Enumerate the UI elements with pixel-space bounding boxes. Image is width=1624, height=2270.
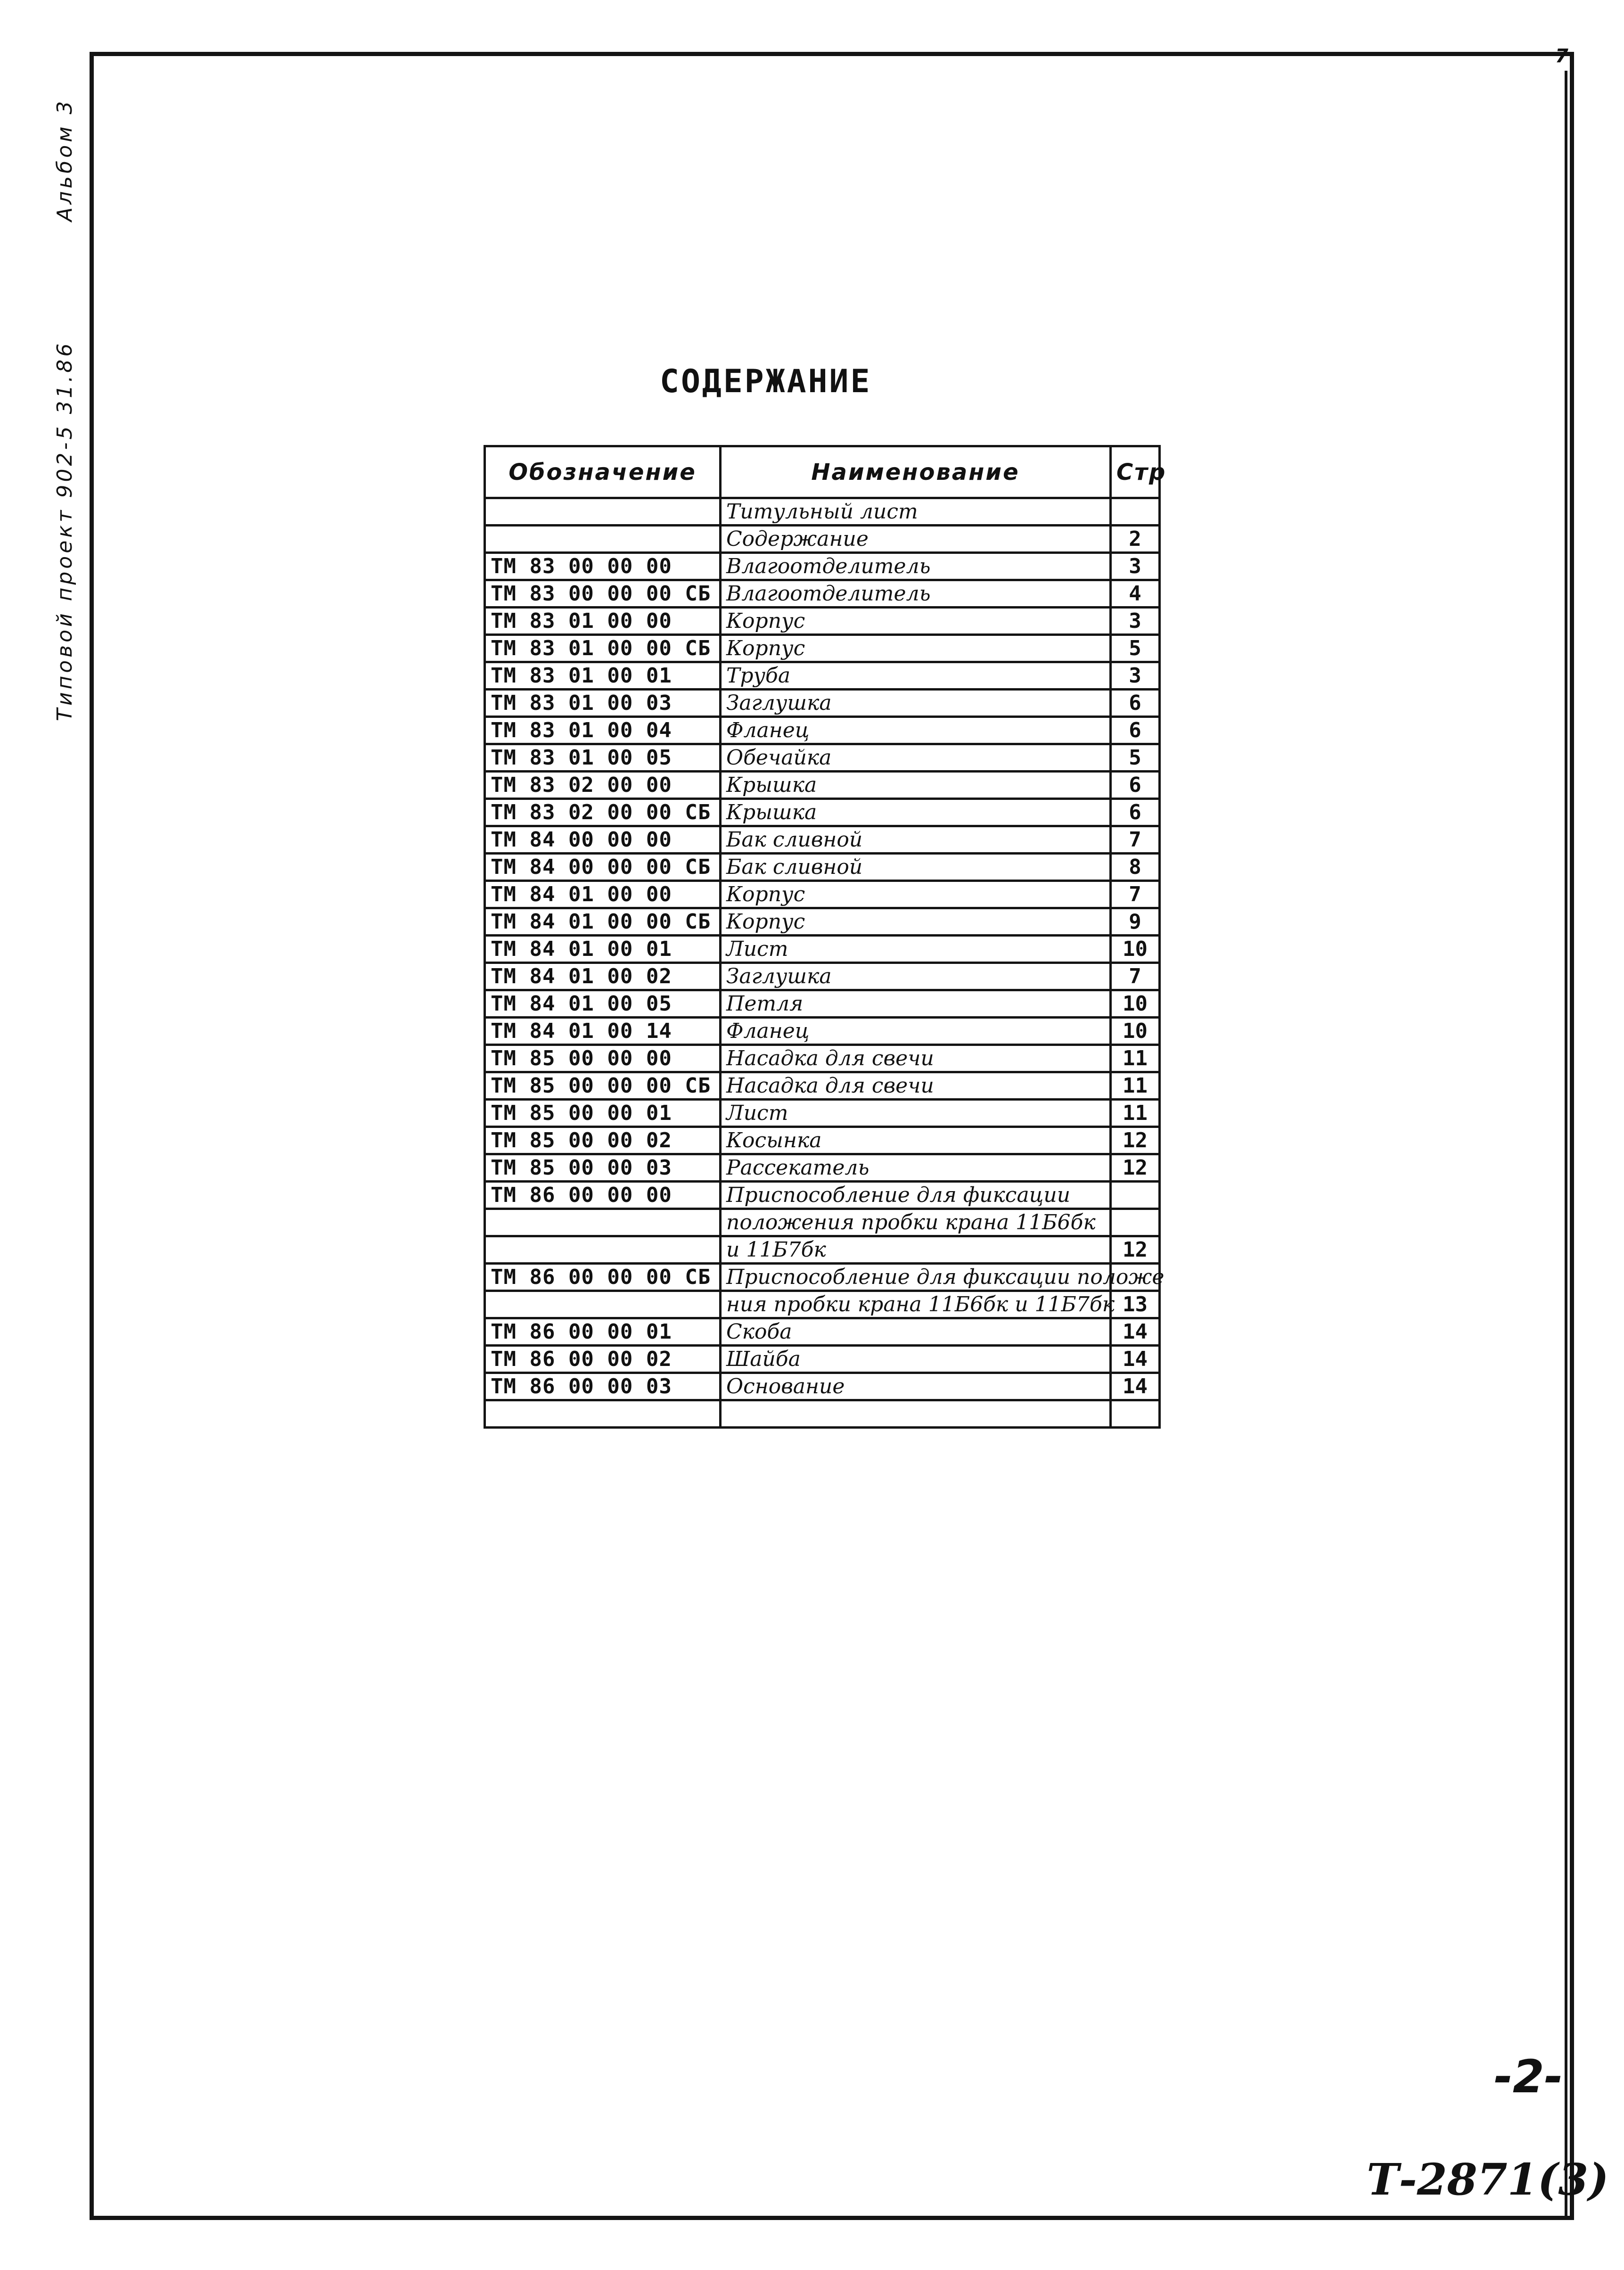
row-name: Заглушка: [721, 690, 1111, 717]
row-page: 10: [1111, 936, 1160, 963]
row-designation: ТМ 83 00 00 00: [485, 553, 721, 580]
row-page: 3: [1111, 662, 1160, 690]
row-name: и 11Б7бк: [721, 1236, 1111, 1264]
table-row: [485, 580, 1160, 608]
row-designation: ТМ 84 00 00 00: [485, 826, 721, 854]
drawing-frame-right-line: [1565, 71, 1567, 2220]
table-row: [485, 1072, 1160, 1100]
row-designation: ТМ 86 00 00 01: [485, 1318, 721, 1346]
row-name: Насадка для свечи: [721, 1045, 1111, 1072]
row-designation: ТМ 85 00 00 00: [485, 1045, 721, 1072]
table-row: [485, 1100, 1160, 1127]
table-header-row: [485, 446, 1160, 498]
table-row: [485, 1400, 1160, 1428]
row-designation: ТМ 84 01 00 14: [485, 1018, 721, 1045]
contents-table: [484, 445, 1167, 1429]
row-page: 8: [1111, 854, 1160, 881]
row-page: 7: [1111, 826, 1160, 854]
row-name: Труба: [721, 662, 1111, 690]
row-page: 13: [1111, 1291, 1160, 1318]
row-designation: ТМ 85 00 00 02: [485, 1127, 721, 1154]
table-row: [485, 717, 1160, 744]
row-designation: [485, 1400, 721, 1428]
row-page: 5: [1111, 744, 1160, 772]
row-designation: ТМ 83 01 00 03: [485, 690, 721, 717]
row-designation: ТМ 83 00 00 00 СБ: [485, 580, 721, 608]
row-designation: ТМ 85 00 00 01: [485, 1100, 721, 1127]
row-name: Корпус: [721, 635, 1111, 662]
table-row: [485, 744, 1160, 772]
table-row: [485, 1127, 1160, 1154]
table-row: [485, 1236, 1160, 1264]
table-row: [485, 1346, 1160, 1373]
row-name: Бак сливной: [721, 826, 1111, 854]
row-designation: ТМ 86 00 00 02: [485, 1346, 721, 1373]
row-page: [1111, 498, 1160, 526]
header-page: Стр: [1111, 446, 1160, 498]
row-designation: [485, 1291, 721, 1318]
page-number: -2-: [1494, 2050, 1563, 2103]
row-designation: [485, 498, 721, 526]
table-body: [485, 498, 1165, 1428]
row-page: 14: [1111, 1373, 1160, 1400]
row-name: Влагоотделитель: [721, 553, 1111, 580]
row-page: 10: [1111, 990, 1160, 1018]
row-designation: ТМ 86 00 00 00 СБ: [485, 1264, 721, 1291]
table-row: [485, 1264, 1160, 1291]
row-name: Лист: [721, 936, 1111, 963]
row-name: Корпус: [721, 881, 1111, 908]
row-page: [1111, 1182, 1160, 1209]
row-name: Крышка: [721, 799, 1111, 826]
table-row: [485, 1209, 1160, 1236]
row-designation: ТМ 84 01 00 00: [485, 881, 721, 908]
row-name: Заглушка: [721, 963, 1111, 990]
row-designation: ТМ 86 00 00 03: [485, 1373, 721, 1400]
table-row: [485, 1182, 1160, 1209]
table-row: [485, 1373, 1160, 1400]
row-designation: ТМ 83 02 00 00: [485, 772, 721, 799]
row-designation: ТМ 84 01 00 05: [485, 990, 721, 1018]
row-designation: ТМ 85 00 00 03: [485, 1154, 721, 1182]
row-page: 6: [1111, 799, 1160, 826]
row-designation: ТМ 83 01 00 00: [485, 608, 721, 635]
row-designation: ТМ 83 01 00 01: [485, 662, 721, 690]
table-row: [485, 635, 1160, 662]
table-row: [485, 908, 1160, 936]
row-name: Скоба: [721, 1318, 1111, 1346]
row-page: 3: [1111, 608, 1160, 635]
row-name: Петля: [721, 990, 1111, 1018]
row-name: Шайба: [721, 1346, 1111, 1373]
row-name: [721, 1400, 1111, 1428]
row-page: 14: [1111, 1346, 1160, 1373]
row-page: 10: [1111, 1018, 1160, 1045]
row-name: Насадка для свечи: [721, 1072, 1111, 1100]
row-name: Лист: [721, 1100, 1111, 1127]
row-page: 5: [1111, 635, 1160, 662]
side-note-album: Альбом 3: [53, 98, 77, 222]
row-page: 2: [1111, 526, 1160, 553]
row-page: 14: [1111, 1318, 1160, 1346]
row-page: 12: [1111, 1236, 1160, 1264]
row-name: Содержание: [721, 526, 1111, 553]
row-name: Бак сливной: [721, 854, 1111, 881]
row-page: 4: [1111, 580, 1160, 608]
row-designation: ТМ 84 01 00 02: [485, 963, 721, 990]
table-row: [485, 936, 1160, 963]
row-designation: ТМ 84 01 00 00 СБ: [485, 908, 721, 936]
row-name: Основание: [721, 1373, 1111, 1400]
row-page: 3: [1111, 553, 1160, 580]
row-page: 12: [1111, 1127, 1160, 1154]
row-page: 11: [1111, 1100, 1160, 1127]
document-code: Т-2871(3): [1367, 2154, 1609, 2205]
row-designation: ТМ 83 01 00 04: [485, 717, 721, 744]
table-row: [485, 498, 1160, 526]
row-page: [1111, 1400, 1160, 1428]
row-designation: ТМ 84 01 00 01: [485, 936, 721, 963]
row-name: Фланец: [721, 717, 1111, 744]
table-row: [485, 799, 1160, 826]
table-row: [485, 608, 1160, 635]
side-note-project: Типовой проект 902-5 31.86: [53, 340, 77, 721]
header-designation: Обозначение: [485, 446, 721, 498]
table-row: [485, 990, 1160, 1018]
row-page: 7: [1111, 881, 1160, 908]
corner-mark: 7: [1555, 45, 1568, 67]
row-name: Крышка: [721, 772, 1111, 799]
row-designation: ТМ 84 00 00 00 СБ: [485, 854, 721, 881]
table-row: [485, 1018, 1160, 1045]
table-row: [485, 881, 1160, 908]
row-name: Приспособление для фиксации: [721, 1182, 1111, 1209]
header-name: Наименование: [721, 446, 1111, 498]
row-name: Приспособление для фиксации положе: [721, 1264, 1111, 1291]
row-name: Рассекатель: [721, 1154, 1111, 1182]
row-page: 7: [1111, 963, 1160, 990]
table-row: [485, 1154, 1160, 1182]
row-page: 6: [1111, 690, 1160, 717]
table-row: [485, 1291, 1160, 1318]
row-page: 12: [1111, 1154, 1160, 1182]
table-row: [485, 690, 1160, 717]
row-name: ния пробки крана 11Б6бк и 11Б7бк: [721, 1291, 1111, 1318]
row-designation: ТМ 85 00 00 00 СБ: [485, 1072, 721, 1100]
row-page: 6: [1111, 772, 1160, 799]
row-page: 6: [1111, 717, 1160, 744]
row-name: Влагоотделитель: [721, 580, 1111, 608]
table-row: [485, 662, 1160, 690]
row-page: [1111, 1209, 1160, 1236]
row-designation: ТМ 83 02 00 00 СБ: [485, 799, 721, 826]
table-row: [485, 826, 1160, 854]
row-designation: [485, 1209, 721, 1236]
table-row: [485, 1045, 1160, 1072]
row-page: 11: [1111, 1045, 1160, 1072]
row-page: 9: [1111, 908, 1160, 936]
row-designation: [485, 526, 721, 553]
row-name: Фланец: [721, 1018, 1111, 1045]
row-designation: [485, 1236, 721, 1264]
row-name: Титульный лист: [721, 498, 1111, 526]
row-name: Косынка: [721, 1127, 1111, 1154]
table-row: [485, 854, 1160, 881]
row-name: положения пробки крана 11Б6бк: [721, 1209, 1111, 1236]
row-name: Корпус: [721, 908, 1111, 936]
row-designation: ТМ 83 01 00 00 СБ: [485, 635, 721, 662]
page-title: СОДЕРЖАНИЕ: [660, 363, 872, 400]
row-name: Корпус: [721, 608, 1111, 635]
table-row: [485, 1318, 1160, 1346]
table-row: [485, 553, 1160, 580]
row-designation: ТМ 86 00 00 00: [485, 1182, 721, 1209]
row-designation: ТМ 83 01 00 05: [485, 744, 721, 772]
table-row: [485, 963, 1160, 990]
row-page: 11: [1111, 1072, 1160, 1100]
row-name: Обечайка: [721, 744, 1111, 772]
table-row: [485, 772, 1160, 799]
table-row: [485, 526, 1160, 553]
